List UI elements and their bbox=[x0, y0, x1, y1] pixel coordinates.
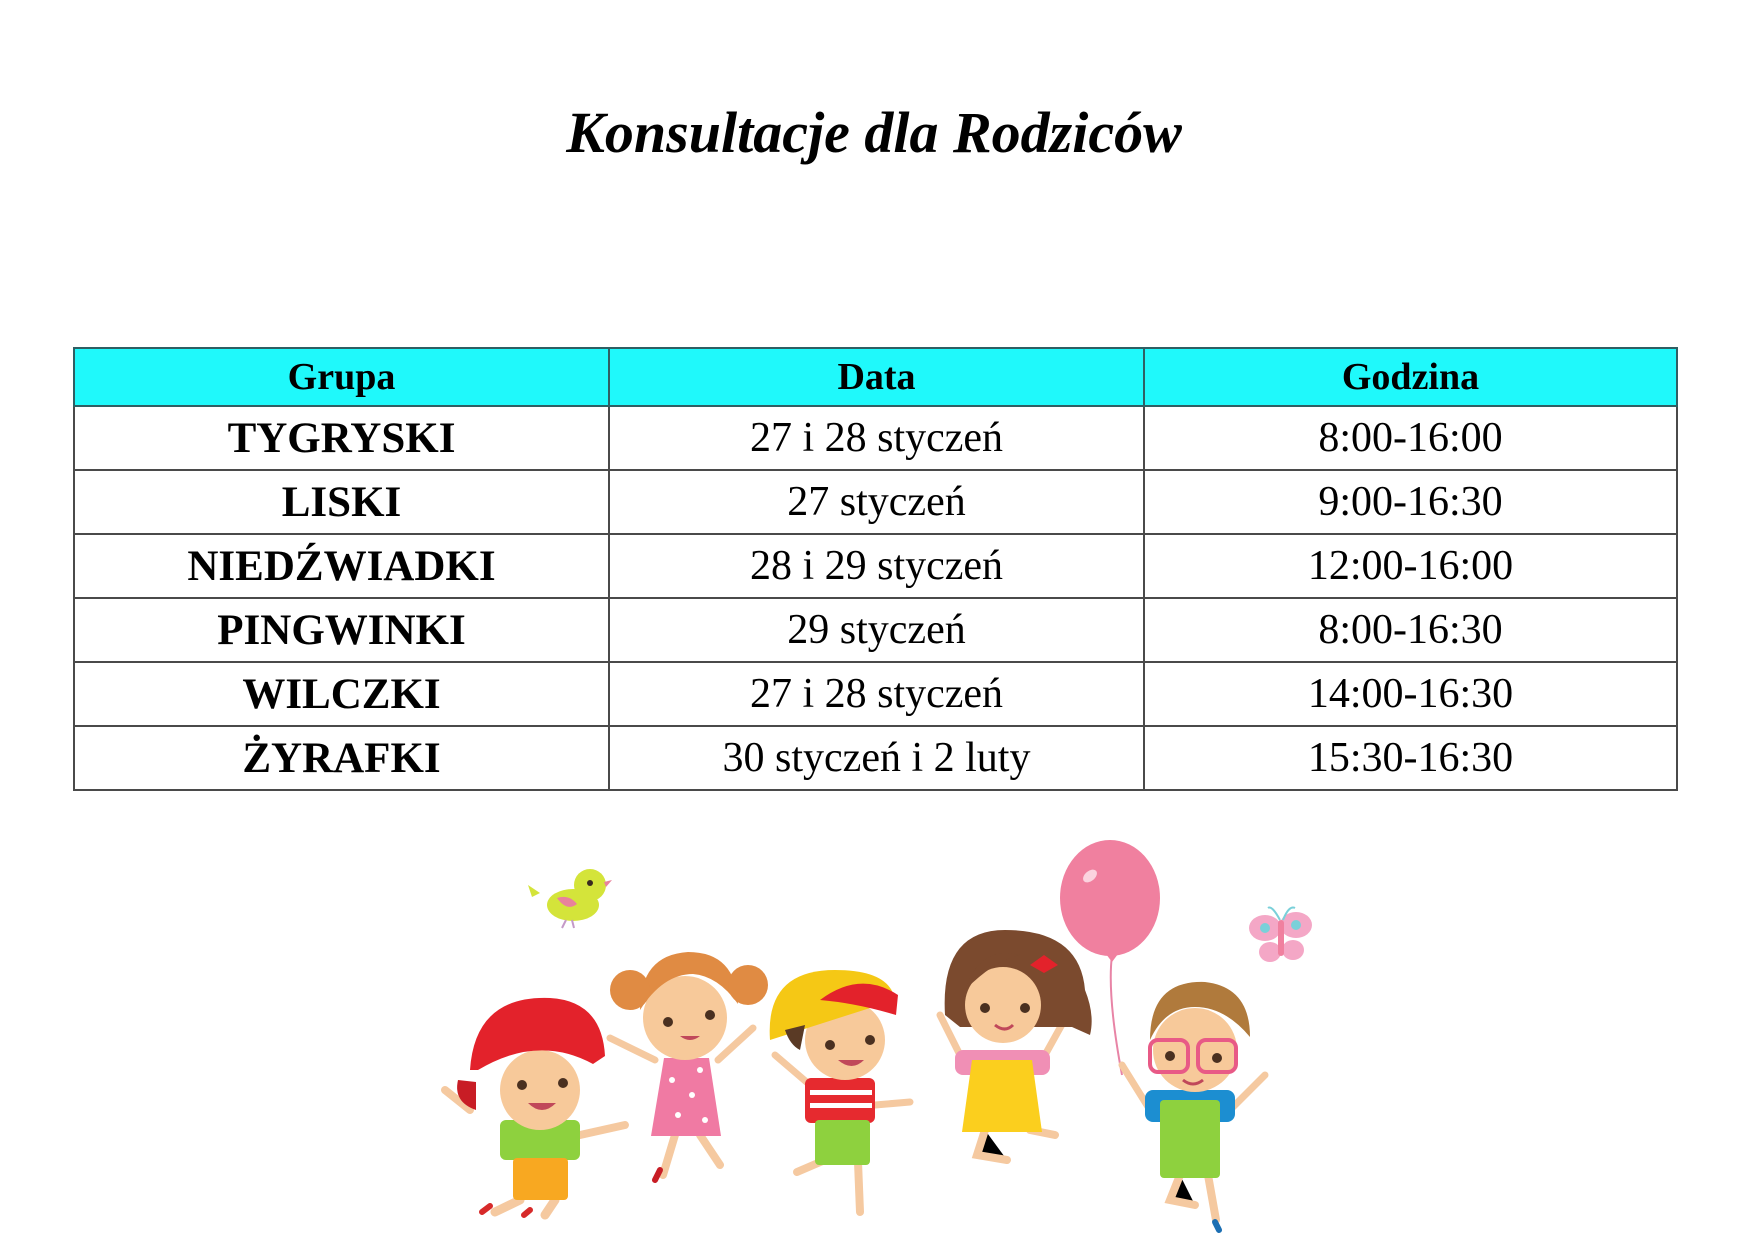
child-yellow-red-cap bbox=[770, 970, 910, 1212]
date-cell: 27 i 28 styczeń bbox=[609, 662, 1144, 726]
time-cell: 12:00-16:00 bbox=[1144, 534, 1677, 598]
group-cell: LISKI bbox=[74, 470, 609, 534]
group-cell: WILCZKI bbox=[74, 662, 609, 726]
child-pigtails-pink-dress bbox=[610, 952, 768, 1180]
date-cell: 27 styczeń bbox=[609, 470, 1144, 534]
consultation-schedule-table bbox=[73, 347, 1678, 791]
group-cell: NIEDŹWIADKI bbox=[74, 534, 609, 598]
document-title: Konsultacje dla Rodziców bbox=[566, 100, 1182, 165]
time-cell: 8:00-16:30 bbox=[1144, 598, 1677, 662]
date-cell: 29 styczeń bbox=[609, 598, 1144, 662]
column-header-group: Grupa bbox=[74, 348, 609, 406]
table-row bbox=[74, 534, 1677, 598]
date-cell: 30 styczeń i 2 luty bbox=[609, 726, 1144, 790]
bird-icon bbox=[528, 869, 612, 928]
time-cell: 14:00-16:30 bbox=[1144, 662, 1677, 726]
time-cell: 9:00-16:30 bbox=[1144, 470, 1677, 534]
table-row bbox=[74, 726, 1677, 790]
table-header-row bbox=[74, 348, 1677, 406]
child-brown-hair-yellow-dress bbox=[940, 930, 1092, 1160]
group-cell: TYGRYSKI bbox=[74, 406, 609, 470]
column-header-time: Godzina bbox=[1144, 348, 1677, 406]
balloon-icon bbox=[1060, 840, 1160, 1075]
butterfly-icon bbox=[1249, 908, 1312, 963]
jumping-children-illustration bbox=[430, 840, 1330, 1240]
time-cell: 8:00-16:00 bbox=[1144, 406, 1677, 470]
child-red-cap bbox=[445, 998, 625, 1215]
column-header-date: Data bbox=[609, 348, 1144, 406]
table-row bbox=[74, 662, 1677, 726]
group-cell: ŻYRAFKI bbox=[74, 726, 609, 790]
table-row bbox=[74, 470, 1677, 534]
time-cell: 15:30-16:30 bbox=[1144, 726, 1677, 790]
table-row bbox=[74, 406, 1677, 470]
table-row bbox=[74, 598, 1677, 662]
date-cell: 27 i 28 styczeń bbox=[609, 406, 1144, 470]
child-glasses-overalls bbox=[1122, 982, 1265, 1230]
date-cell: 28 i 29 styczeń bbox=[609, 534, 1144, 598]
group-cell: PINGWINKI bbox=[74, 598, 609, 662]
